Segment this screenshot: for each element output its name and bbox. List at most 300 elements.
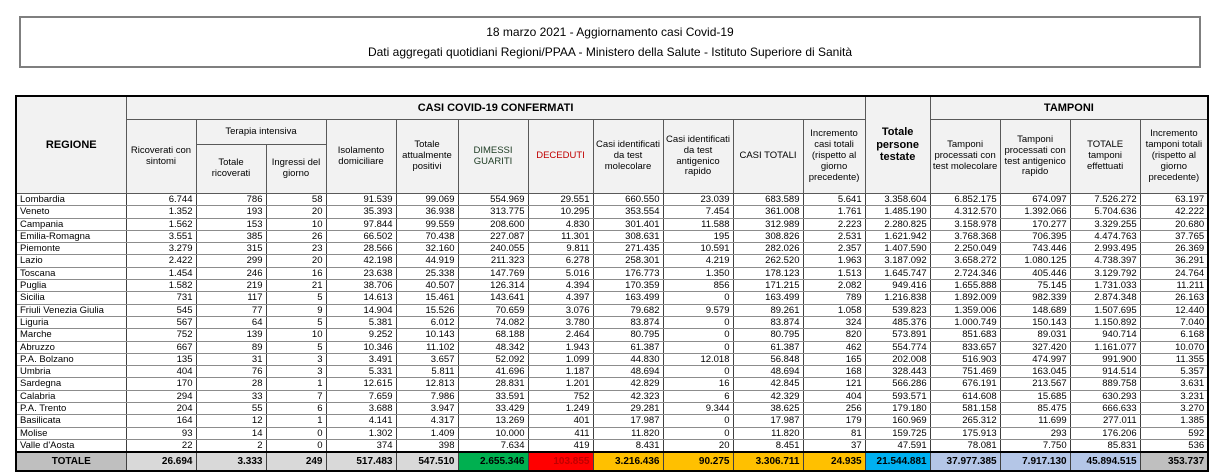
incremento-casi-totali-cell: 121	[803, 378, 865, 390]
casi-test-antigenico-rapido-cell: 4.219	[663, 255, 733, 267]
casi-test-antigenico-rapido-cell: 9.579	[663, 304, 733, 316]
isolamento-domiciliare-cell: 4.141	[326, 415, 396, 427]
region-row-umbria	[16, 366, 1208, 378]
casi-totali-cell: 3.306.711	[733, 452, 803, 471]
totale-persone-testate-cell: 593.571	[865, 390, 930, 402]
dimessi-guariti-cell: 13.269	[458, 415, 528, 427]
region-name: Sicilia	[16, 292, 126, 304]
tamponi-test-antigenico-rapido-cell: 75.145	[1000, 280, 1070, 292]
header-incremento-tamponi-totali: Incremento tamponi totali (rispetto al giorno precedente)	[1140, 120, 1208, 194]
totale-tamponi-effettuati-cell: 889.758	[1070, 378, 1140, 390]
totale-attualmente-positivi-cell: 398	[396, 439, 458, 452]
tamponi-test-molecolare-cell: 2.250.049	[930, 243, 1000, 255]
casi-test-molecolare-cell: 258.301	[593, 255, 663, 267]
region-row-friuli-venezia-giulia	[16, 304, 1208, 316]
totale-attualmente-positivi-cell: 15.526	[396, 304, 458, 316]
totale-tamponi-effettuati-cell: 3.329.255	[1070, 218, 1140, 230]
dimessi-guariti-cell: 126.314	[458, 280, 528, 292]
totale-persone-testate-cell: 3.187.092	[865, 255, 930, 267]
dimessi-guariti-cell: 70.659	[458, 304, 528, 316]
casi-totali-cell: 262.520	[733, 255, 803, 267]
incremento-tamponi-totali-cell: 11.211	[1140, 280, 1208, 292]
region-name: P.A. Trento	[16, 403, 126, 415]
header-totale-persone-testate: Totale persone testate	[865, 96, 930, 194]
terapia-ingressi-giorno-cell: 23	[266, 243, 326, 255]
casi-test-antigenico-rapido-cell: 0	[663, 415, 733, 427]
tamponi-test-antigenico-rapido-cell: 474.997	[1000, 353, 1070, 365]
header-isolamento-domiciliare: Isolamento domiciliare	[326, 120, 396, 194]
ricoverati-con-sintomi-cell: 567	[126, 316, 196, 328]
dimessi-guariti-cell: 41.696	[458, 366, 528, 378]
totale-attualmente-positivi-cell: 4.317	[396, 415, 458, 427]
casi-test-antigenico-rapido-cell: 11.588	[663, 218, 733, 230]
totale-attualmente-positivi-cell: 70.438	[396, 230, 458, 242]
casi-test-molecolare-cell: 660.550	[593, 194, 663, 206]
deceduti-cell: 4.394	[528, 280, 593, 292]
terapia-ingressi-giorno-cell: 10	[266, 329, 326, 341]
title-box	[19, 16, 1201, 68]
tamponi-test-antigenico-rapido-cell: 7.917.130	[1000, 452, 1070, 471]
terapia-ingressi-giorno-cell: 10	[266, 218, 326, 230]
region-row-p-a-trento	[16, 403, 1208, 415]
deceduti-cell: 752	[528, 390, 593, 402]
dimessi-guariti-cell: 10.000	[458, 427, 528, 439]
ricoverati-con-sintomi-cell: 404	[126, 366, 196, 378]
isolamento-domiciliare-cell: 5.381	[326, 316, 396, 328]
dimessi-guariti-cell: 2.655.346	[458, 452, 528, 471]
totale-persone-testate-cell: 1.407.590	[865, 243, 930, 255]
header-casi-totali: CASI TOTALI	[733, 120, 803, 194]
totale-persone-testate-cell: 1.216.838	[865, 292, 930, 304]
terapia-ingressi-giorno-cell: 26	[266, 230, 326, 242]
terapia-ingressi-giorno-cell: 0	[266, 439, 326, 452]
terapia-totale-ricoverati-cell: 786	[196, 194, 266, 206]
region-name: Campania	[16, 218, 126, 230]
tamponi-test-antigenico-rapido-cell: 170.277	[1000, 218, 1070, 230]
terapia-ingressi-giorno-cell: 16	[266, 267, 326, 279]
totale-attualmente-positivi-cell: 7.986	[396, 390, 458, 402]
incremento-tamponi-totali-cell: 26.163	[1140, 292, 1208, 304]
terapia-totale-ricoverati-cell: 55	[196, 403, 266, 415]
region-name: Abruzzo	[16, 341, 126, 353]
region-row-abruzzo	[16, 341, 1208, 353]
deceduti-cell: 3.780	[528, 316, 593, 328]
isolamento-domiciliare-cell: 35.393	[326, 206, 396, 218]
totale-attualmente-positivi-cell: 99.559	[396, 218, 458, 230]
region-row-p-a-bolzano	[16, 353, 1208, 365]
casi-test-antigenico-rapido-cell: 1.350	[663, 267, 733, 279]
tamponi-test-molecolare-cell: 516.903	[930, 353, 1000, 365]
tamponi-test-antigenico-rapido-cell: 11.699	[1000, 415, 1070, 427]
header-totale-tamponi-effettuati: TOTALE tamponi effettuati	[1070, 120, 1140, 194]
incremento-casi-totali-cell: 2.357	[803, 243, 865, 255]
casi-test-molecolare-cell: 42.323	[593, 390, 663, 402]
ricoverati-con-sintomi-cell: 667	[126, 341, 196, 353]
terapia-totale-ricoverati-cell: 76	[196, 366, 266, 378]
terapia-totale-ricoverati-cell: 246	[196, 267, 266, 279]
ricoverati-con-sintomi-cell: 1.454	[126, 267, 196, 279]
totale-attualmente-positivi-cell: 99.069	[396, 194, 458, 206]
totale-attualmente-positivi-cell: 25.338	[396, 267, 458, 279]
tamponi-test-molecolare-cell: 4.312.570	[930, 206, 1000, 218]
totale-tamponi-effettuati-cell: 1.150.892	[1070, 316, 1140, 328]
dimessi-guariti-cell: 240.055	[458, 243, 528, 255]
region-row-veneto	[16, 206, 1208, 218]
ricoverati-con-sintomi-cell: 22	[126, 439, 196, 452]
incremento-casi-totali-cell: 179	[803, 415, 865, 427]
dimessi-guariti-cell: 28.831	[458, 378, 528, 390]
totale-attualmente-positivi-cell: 36.938	[396, 206, 458, 218]
region-row-sardegna	[16, 378, 1208, 390]
header-ingressi-del-giorno: Ingressi del giorno	[266, 145, 326, 194]
tamponi-test-molecolare-cell: 676.191	[930, 378, 1000, 390]
casi-test-molecolare-cell: 48.694	[593, 366, 663, 378]
incremento-tamponi-totali-cell: 536	[1140, 439, 1208, 452]
totale-persone-testate-cell: 159.725	[865, 427, 930, 439]
casi-test-antigenico-rapido-cell: 9.344	[663, 403, 733, 415]
region-row-campania	[16, 218, 1208, 230]
ricoverati-con-sintomi-cell: 26.694	[126, 452, 196, 471]
totale-tamponi-effettuati-cell: 4.738.397	[1070, 255, 1140, 267]
totale-attualmente-positivi-cell: 5.811	[396, 366, 458, 378]
incremento-tamponi-totali-cell: 24.764	[1140, 267, 1208, 279]
table-body	[16, 194, 1208, 472]
header-terapia-intensiva: Terapia intensiva	[196, 120, 326, 145]
incremento-casi-totali-cell: 81	[803, 427, 865, 439]
totale-tamponi-effettuati-cell: 1.731.033	[1070, 280, 1140, 292]
isolamento-domiciliare-cell: 9.252	[326, 329, 396, 341]
ricoverati-con-sintomi-cell: 731	[126, 292, 196, 304]
incremento-tamponi-totali-cell: 6.168	[1140, 329, 1208, 341]
dimessi-guariti-cell: 52.092	[458, 353, 528, 365]
dimessi-guariti-cell: 7.634	[458, 439, 528, 452]
terapia-totale-ricoverati-cell: 385	[196, 230, 266, 242]
totale-persone-testate-cell: 160.969	[865, 415, 930, 427]
terapia-ingressi-giorno-cell: 9	[266, 304, 326, 316]
region-name: Molise	[16, 427, 126, 439]
tamponi-test-molecolare-cell: 2.724.346	[930, 267, 1000, 279]
casi-totali-cell: 42.845	[733, 378, 803, 390]
incremento-tamponi-totali-cell: 353.737	[1140, 452, 1208, 471]
terapia-totale-ricoverati-cell: 299	[196, 255, 266, 267]
ricoverati-con-sintomi-cell: 170	[126, 378, 196, 390]
terapia-ingressi-giorno-cell: 5	[266, 292, 326, 304]
casi-test-molecolare-cell: 44.830	[593, 353, 663, 365]
terapia-totale-ricoverati-cell: 3.333	[196, 452, 266, 471]
region-name: Puglia	[16, 280, 126, 292]
ricoverati-con-sintomi-cell: 1.562	[126, 218, 196, 230]
region-name: Liguria	[16, 316, 126, 328]
tamponi-test-molecolare-cell: 3.658.272	[930, 255, 1000, 267]
region-row-toscana	[16, 267, 1208, 279]
region-name: Basilicata	[16, 415, 126, 427]
covid-table	[15, 95, 1209, 472]
totale-tamponi-effettuati-cell: 5.704.636	[1070, 206, 1140, 218]
tamponi-test-molecolare-cell: 833.657	[930, 341, 1000, 353]
region-row-emilia-romagna	[16, 230, 1208, 242]
deceduti-cell: 1.187	[528, 366, 593, 378]
ricoverati-con-sintomi-cell: 135	[126, 353, 196, 365]
incremento-casi-totali-cell: 1.761	[803, 206, 865, 218]
totale-tamponi-effettuati-cell: 1.161.077	[1070, 341, 1140, 353]
tamponi-test-antigenico-rapido-cell: 1.392.066	[1000, 206, 1070, 218]
header-dimessi-guariti: DIMESSI GUARITI	[458, 120, 528, 194]
tamponi-test-molecolare-cell: 6.852.175	[930, 194, 1000, 206]
deceduti-cell: 9.811	[528, 243, 593, 255]
tamponi-test-antigenico-rapido-cell: 89.031	[1000, 329, 1070, 341]
casi-test-molecolare-cell: 170.359	[593, 280, 663, 292]
region-name: Valle d'Aosta	[16, 439, 126, 452]
casi-test-antigenico-rapido-cell: 10.591	[663, 243, 733, 255]
deceduti-cell: 419	[528, 439, 593, 452]
incremento-casi-totali-cell: 1.513	[803, 267, 865, 279]
deceduti-cell: 10.295	[528, 206, 593, 218]
incremento-tamponi-totali-cell: 11.355	[1140, 353, 1208, 365]
region-row-liguria	[16, 316, 1208, 328]
ricoverati-con-sintomi-cell: 3.279	[126, 243, 196, 255]
incremento-casi-totali-cell: 1.963	[803, 255, 865, 267]
casi-test-antigenico-rapido-cell: 195	[663, 230, 733, 242]
deceduti-cell: 411	[528, 427, 593, 439]
totale-persone-testate-cell: 21.544.881	[865, 452, 930, 471]
header-regione: REGIONE	[16, 96, 126, 194]
header-group-casi-confermati: CASI COVID-19 CONFERMATI	[126, 96, 865, 120]
region-row-piemonte	[16, 243, 1208, 255]
dimessi-guariti-cell: 227.087	[458, 230, 528, 242]
incremento-tamponi-totali-cell: 37.765	[1140, 230, 1208, 242]
casi-test-molecolare-cell: 17.987	[593, 415, 663, 427]
casi-totali-cell: 8.451	[733, 439, 803, 452]
region-name: Lazio	[16, 255, 126, 267]
totale-attualmente-positivi-cell: 11.102	[396, 341, 458, 353]
deceduti-cell: 4.830	[528, 218, 593, 230]
header-casi-test-antigenico: Casi identificati da test antigenico rapido	[663, 120, 733, 194]
deceduti-cell: 2.464	[528, 329, 593, 341]
casi-test-molecolare-cell: 80.795	[593, 329, 663, 341]
isolamento-domiciliare-cell: 12.615	[326, 378, 396, 390]
ricoverati-con-sintomi-cell: 3.551	[126, 230, 196, 242]
region-name: Sardegna	[16, 378, 126, 390]
casi-test-antigenico-rapido-cell: 0	[663, 427, 733, 439]
terapia-ingressi-giorno-cell: 249	[266, 452, 326, 471]
region-row-puglia	[16, 280, 1208, 292]
isolamento-domiciliare-cell: 38.706	[326, 280, 396, 292]
terapia-ingressi-giorno-cell: 3	[266, 366, 326, 378]
tamponi-test-molecolare-cell: 1.655.888	[930, 280, 1000, 292]
region-row-marche	[16, 329, 1208, 341]
casi-test-molecolare-cell: 61.387	[593, 341, 663, 353]
totale-persone-testate-cell: 566.286	[865, 378, 930, 390]
totale-attualmente-positivi-cell: 44.919	[396, 255, 458, 267]
report-title: 18 marzo 2021 - Aggiornamento casi Covid-19	[486, 24, 734, 39]
casi-totali-cell: 17.987	[733, 415, 803, 427]
tamponi-test-molecolare-cell: 581.158	[930, 403, 1000, 415]
tamponi-test-antigenico-rapido-cell: 150.143	[1000, 316, 1070, 328]
ricoverati-con-sintomi-cell: 93	[126, 427, 196, 439]
table-header	[16, 96, 1208, 194]
casi-test-antigenico-rapido-cell: 856	[663, 280, 733, 292]
incremento-tamponi-totali-cell: 3.231	[1140, 390, 1208, 402]
region-row-valle-d-aosta	[16, 439, 1208, 452]
header-tamponi-test-antigenico: Tamponi processati con test antigenico rapido	[1000, 120, 1070, 194]
header-ricoverati-con-sintomi: Ricoverati con sintomi	[126, 120, 196, 194]
totale-tamponi-effettuati-cell: 666.633	[1070, 403, 1140, 415]
terapia-totale-ricoverati-cell: 31	[196, 353, 266, 365]
totale-persone-testate-cell: 1.485.190	[865, 206, 930, 218]
isolamento-domiciliare-cell: 5.331	[326, 366, 396, 378]
incremento-tamponi-totali-cell: 7.040	[1140, 316, 1208, 328]
casi-totali-cell: 361.008	[733, 206, 803, 218]
total-label: TOTALE	[16, 452, 126, 471]
casi-test-molecolare-cell: 42.829	[593, 378, 663, 390]
header-incremento-casi-totali: Incremento casi totali (rispetto al giorno precedente)	[803, 120, 865, 194]
header-totale-ricoverati: Totale ricoverati	[196, 145, 266, 194]
incremento-casi-totali-cell: 165	[803, 353, 865, 365]
casi-test-antigenico-rapido-cell: 90.275	[663, 452, 733, 471]
terapia-totale-ricoverati-cell: 14	[196, 427, 266, 439]
totale-persone-testate-cell: 1.645.747	[865, 267, 930, 279]
tamponi-test-antigenico-rapido-cell: 15.685	[1000, 390, 1070, 402]
casi-totali-cell: 308.826	[733, 230, 803, 242]
terapia-ingressi-giorno-cell: 58	[266, 194, 326, 206]
totale-tamponi-effettuati-cell: 2.874.348	[1070, 292, 1140, 304]
totale-attualmente-positivi-cell: 1.409	[396, 427, 458, 439]
region-row-lazio	[16, 255, 1208, 267]
totale-tamponi-effettuati-cell: 2.993.495	[1070, 243, 1140, 255]
casi-totali-cell: 163.499	[733, 292, 803, 304]
totale-persone-testate-cell: 485.376	[865, 316, 930, 328]
region-name: Marche	[16, 329, 126, 341]
region-row-calabria	[16, 390, 1208, 402]
terapia-ingressi-giorno-cell: 20	[266, 206, 326, 218]
tamponi-test-molecolare-cell: 1.892.009	[930, 292, 1000, 304]
casi-test-molecolare-cell: 176.773	[593, 267, 663, 279]
dimessi-guariti-cell: 554.969	[458, 194, 528, 206]
casi-test-molecolare-cell: 79.682	[593, 304, 663, 316]
totale-persone-testate-cell: 573.891	[865, 329, 930, 341]
terapia-ingressi-giorno-cell: 6	[266, 403, 326, 415]
incremento-casi-totali-cell: 2.223	[803, 218, 865, 230]
totale-persone-testate-cell: 539.823	[865, 304, 930, 316]
terapia-ingressi-giorno-cell: 1	[266, 415, 326, 427]
casi-test-molecolare-cell: 83.874	[593, 316, 663, 328]
casi-totali-cell: 42.329	[733, 390, 803, 402]
terapia-totale-ricoverati-cell: 33	[196, 390, 266, 402]
totale-tamponi-effettuati-cell: 3.129.792	[1070, 267, 1140, 279]
tamponi-test-molecolare-cell: 3.768.368	[930, 230, 1000, 242]
casi-test-molecolare-cell: 3.216.436	[593, 452, 663, 471]
totale-attualmente-positivi-cell: 40.507	[396, 280, 458, 292]
casi-test-antigenico-rapido-cell: 6	[663, 390, 733, 402]
casi-test-antigenico-rapido-cell: 23.039	[663, 194, 733, 206]
tamponi-test-antigenico-rapido-cell: 674.097	[1000, 194, 1070, 206]
region-row-molise	[16, 427, 1208, 439]
tamponi-test-antigenico-rapido-cell: 85.475	[1000, 403, 1070, 415]
terapia-totale-ricoverati-cell: 193	[196, 206, 266, 218]
tamponi-test-antigenico-rapido-cell: 327.420	[1000, 341, 1070, 353]
terapia-ingressi-giorno-cell: 3	[266, 353, 326, 365]
isolamento-domiciliare-cell: 14.904	[326, 304, 396, 316]
isolamento-domiciliare-cell: 10.346	[326, 341, 396, 353]
deceduti-cell: 11.301	[528, 230, 593, 242]
casi-test-antigenico-rapido-cell: 20	[663, 439, 733, 452]
dimessi-guariti-cell: 74.082	[458, 316, 528, 328]
casi-totali-cell: 683.589	[733, 194, 803, 206]
header-totale-attualmente-positivi: Totale attualmente positivi	[396, 120, 458, 194]
totale-tamponi-effettuati-cell: 7.526.272	[1070, 194, 1140, 206]
casi-test-antigenico-rapido-cell: 0	[663, 292, 733, 304]
terapia-totale-ricoverati-cell: 315	[196, 243, 266, 255]
deceduti-cell: 401	[528, 415, 593, 427]
totale-attualmente-positivi-cell: 3.657	[396, 353, 458, 365]
total-row	[16, 452, 1208, 471]
casi-test-antigenico-rapido-cell: 0	[663, 341, 733, 353]
ricoverati-con-sintomi-cell: 545	[126, 304, 196, 316]
terapia-totale-ricoverati-cell: 219	[196, 280, 266, 292]
totale-persone-testate-cell: 949.416	[865, 280, 930, 292]
totale-tamponi-effettuati-cell: 940.714	[1070, 329, 1140, 341]
incremento-casi-totali-cell: 5.641	[803, 194, 865, 206]
incremento-casi-totali-cell: 2.082	[803, 280, 865, 292]
isolamento-domiciliare-cell: 7.659	[326, 390, 396, 402]
deceduti-cell: 1.201	[528, 378, 593, 390]
tamponi-test-molecolare-cell: 751.469	[930, 366, 1000, 378]
casi-totali-cell: 178.123	[733, 267, 803, 279]
tamponi-test-molecolare-cell: 3.158.978	[930, 218, 1000, 230]
dimessi-guariti-cell: 33.591	[458, 390, 528, 402]
isolamento-domiciliare-cell: 374	[326, 439, 396, 452]
dimessi-guariti-cell: 48.342	[458, 341, 528, 353]
totale-attualmente-positivi-cell: 10.143	[396, 329, 458, 341]
casi-totali-cell: 56.848	[733, 353, 803, 365]
dimessi-guariti-cell: 143.641	[458, 292, 528, 304]
ricoverati-con-sintomi-cell: 752	[126, 329, 196, 341]
tamponi-test-molecolare-cell: 851.683	[930, 329, 1000, 341]
incremento-casi-totali-cell: 256	[803, 403, 865, 415]
incremento-tamponi-totali-cell: 1.385	[1140, 415, 1208, 427]
deceduti-cell: 6.278	[528, 255, 593, 267]
casi-test-antigenico-rapido-cell: 0	[663, 329, 733, 341]
dimessi-guariti-cell: 33.429	[458, 403, 528, 415]
totale-tamponi-effettuati-cell: 45.894.515	[1070, 452, 1140, 471]
incremento-casi-totali-cell: 37	[803, 439, 865, 452]
totale-tamponi-effettuati-cell: 85.831	[1070, 439, 1140, 452]
deceduti-cell: 1.099	[528, 353, 593, 365]
tamponi-test-antigenico-rapido-cell: 982.339	[1000, 292, 1070, 304]
ricoverati-con-sintomi-cell: 2.422	[126, 255, 196, 267]
header-deceduti: DECEDUTI	[528, 120, 593, 194]
terapia-ingressi-giorno-cell: 7	[266, 390, 326, 402]
incremento-tamponi-totali-cell: 63.197	[1140, 194, 1208, 206]
incremento-casi-totali-cell: 462	[803, 341, 865, 353]
incremento-tamponi-totali-cell: 5.357	[1140, 366, 1208, 378]
terapia-totale-ricoverati-cell: 117	[196, 292, 266, 304]
ricoverati-con-sintomi-cell: 1.352	[126, 206, 196, 218]
totale-persone-testate-cell: 554.774	[865, 341, 930, 353]
tamponi-test-antigenico-rapido-cell: 213.567	[1000, 378, 1070, 390]
incremento-tamponi-totali-cell: 42.222	[1140, 206, 1208, 218]
totale-attualmente-positivi-cell: 3.947	[396, 403, 458, 415]
casi-totali-cell: 61.387	[733, 341, 803, 353]
tamponi-test-antigenico-rapido-cell: 706.395	[1000, 230, 1070, 242]
incremento-tamponi-totali-cell: 3.270	[1140, 403, 1208, 415]
isolamento-domiciliare-cell: 14.613	[326, 292, 396, 304]
terapia-totale-ricoverati-cell: 2	[196, 439, 266, 452]
isolamento-domiciliare-cell: 3.491	[326, 353, 396, 365]
dimessi-guariti-cell: 313.775	[458, 206, 528, 218]
casi-totali-cell: 11.820	[733, 427, 803, 439]
incremento-casi-totali-cell: 2.531	[803, 230, 865, 242]
